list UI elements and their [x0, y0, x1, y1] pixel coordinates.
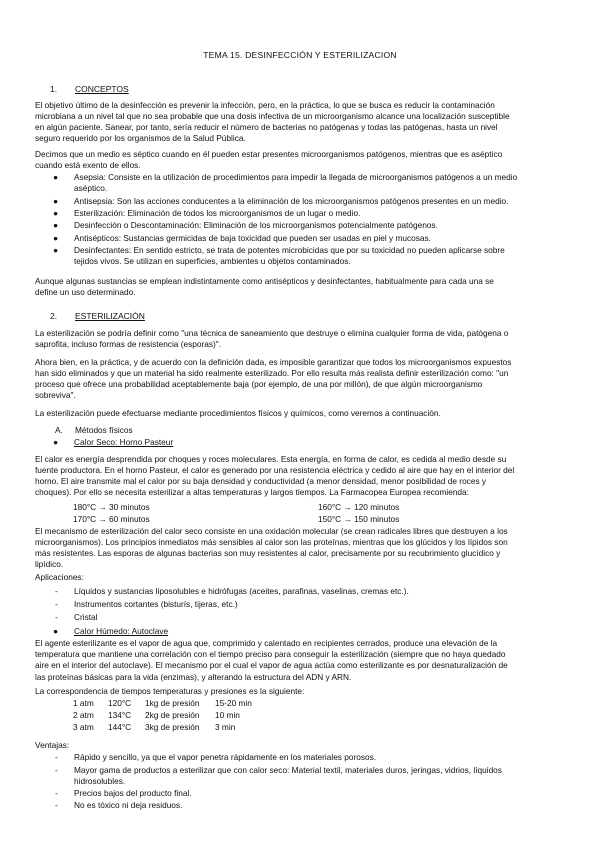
calor-humedo-line: aire en el interior del autoclave). El mecanismo por el cual el vapor de agua actúa como esterilizante es por desnaturalización de [35, 660, 508, 670]
document-title: TEMA 15. DESINFECCIÓN Y ESTERILIZACION [203, 50, 397, 60]
calor-seco-line: más resistentes. Las esporas de algunas bacterias son muy resistentes al calor, precisamente por su recubrimiento glucídico y [35, 548, 501, 558]
calor-seco-line: choques). Por ello se necesita esterilizar a altas temperaturas y largos tiempos. La Farmacopea Europea recomienda: [35, 487, 469, 497]
bullet-icon: ● [53, 196, 59, 206]
list-item: ● Desinfección o Descontaminación: Eliminación de los microorganismos potencialmente patógenos. [53, 220, 438, 230]
list-item: - Instrumentos cortantes (bisturís, tijeras, etc.) [55, 599, 238, 609]
bullet-icon: ● [53, 172, 59, 182]
bullet-icon: ● [53, 245, 59, 255]
s1-p1-line: seguro requerido por los organismos de la Salud Pública. [35, 133, 246, 143]
table-cell: 180°C → 30 minutos [73, 502, 150, 512]
table-cell: 134°C [108, 710, 132, 720]
list-item: ● Desinfectantes: En sentido estricto, se trata de potentes microbicidas que por su toxicidad no pueden aplicarse sobre tejidos vivos. Se utilizan en superficies, ambientes u objetos contaminados. [53, 245, 505, 267]
list-item: - Rápido y sencillo, ya que el vapor penetra rápidamente en los materiales porosos. [55, 752, 377, 762]
calor-seco-line: El mecanismo de esterilización del calor seco consiste en una oxidación molecular (se crean radicales libres que destruyen a los [35, 526, 508, 536]
table-cell: 1kg de presión [145, 698, 200, 708]
table-cell: 160°C → 120 minutos [318, 502, 400, 512]
list-item: - Cristal [55, 612, 98, 622]
s2-p3: La esterilización puede efectuarse mediante procedimientos físicos y químicos, como veremos a continuación. [35, 408, 441, 418]
table-cell: 15-20 min [215, 698, 252, 708]
calor-seco-line: El calor es energía desprendida por choques y roces moleculares. Esta energía, en forma de calor, es cedida al medio desde su [35, 454, 507, 464]
bullet-icon: ● [53, 626, 59, 636]
table-cell: 10 min [215, 710, 240, 720]
bullet-icon: ● [53, 233, 59, 243]
calor-seco-line: lipídico. [35, 559, 64, 569]
section-1-heading: 1. CONCEPTOS [50, 84, 129, 94]
s1-p1-line: microbiana a un nivel tal que no sea probable que una dosis infectiva de un microorganismo alcance una localización susceptible [35, 111, 510, 121]
bullet-icon: ● [53, 208, 59, 218]
list-item: - Mayor gama de productos a esterilizar que con calor seco: Material textil, materiales duros, jeringas, vidrios, líquidos hidrosolubles. [55, 765, 502, 787]
calor-seco-line: fuente productora. En el horno Pasteur, el calor es generado por una resistencia eléctrica y cedido al aire que hay en el interior del [35, 465, 515, 475]
calor-seco-heading: ● Calor Seco: Horno Pasteur [53, 437, 174, 447]
s1-p2-line: Aunque algunas sustancias se emplean indistintamente como antisépticos y desinfectantes, habitualmente para cada una se [35, 276, 494, 286]
s1-p1-line: Decimos que un medio es séptico cuando en él pueden estar presentes microorganismos patógenos, mientras que es aséptico [35, 149, 503, 159]
table-cell: 2kg de presión [145, 710, 200, 720]
list-item: - No es tóxico ni deja residuos. [55, 800, 183, 810]
calor-humedo-line: El agente esterilizante es el vapor de agua que, comprimido y calentado en recipientes cerrados, produce una elevación de la [35, 638, 498, 648]
table-cell: 2 atm [73, 710, 94, 720]
calor-seco-line: horno. El aire transmite mal el calor por su baja densidad y conductividad (a menor densidad, menor posibilidad de roces y [35, 476, 487, 486]
s1-p1-line: en algún paciente. Sanear, por tanto, sería reducir el número de bacterias no patógenas y todas las patógenas, hasta un nivel [35, 122, 498, 132]
s2-p2-line: sobreviva". [35, 390, 76, 400]
table-cell: 3 min [215, 722, 236, 732]
table-cell: 3kg de presión [145, 722, 200, 732]
table-cell: 170°C → 60 minutos [73, 514, 150, 524]
table-cell: 1 atm [73, 698, 94, 708]
s2-p1-line: saprofita, incluso formas de resistencia (esporas)". [35, 339, 222, 349]
table-cell: 150°C → 150 minutos [318, 514, 400, 524]
list-item: ● Antisepsia: Son las acciones conducentes a la eliminación de los microorganismos patógenos presentes en un medio. [53, 196, 509, 206]
ventajas-label: Ventajas: [35, 740, 70, 750]
calor-seco-line: microorganismos). Los principios inmediatos más sensibles al calor son las proteínas, mientras que los glúcidos y los lípidos son [35, 537, 508, 547]
bullet-icon: ● [53, 437, 59, 447]
bullet-icon: ● [53, 220, 59, 230]
list-item: - Líquidos y sustancias liposolubles e hidrófugas (aceites, parafinas, vaselinas, cremas etc.). [55, 586, 409, 596]
calor-humedo-line: temperatura que mantiene una correlación con el tiempo preciso para conseguir la esterilización (siempre que no haya quedado [35, 649, 506, 659]
s1-p1-line: cuando está exento de ellos. [35, 160, 141, 170]
s1-p2-line: define un uso determinado. [35, 287, 136, 297]
list-item: ● Esterilización: Eliminación de todos los microorganismos de un lugar o medio. [53, 208, 361, 218]
section-2-heading: 2. ESTERILIZACIÓN [50, 311, 145, 321]
aplicaciones-label: Aplicaciones: [35, 572, 84, 582]
subsection-a: A. Métodos físicos [55, 425, 133, 435]
list-item: ● Antisépticos: Sustancias germicidas de baja toxicidad que pueden ser usadas en piel y mucosas. [53, 233, 431, 243]
s2-p1-line: La esterilización se podría definir como "una técnica de saneamiento que destruye o elimina cualquier forma de vida, patógena o [35, 328, 509, 338]
table-cell: 3 atm [73, 722, 94, 732]
calor-humedo-line: las proteínas básicas para la vida (enzimas), y alterando la estructura del ADN y ARN. [35, 672, 352, 682]
calor-humedo-heading: ● Calor Húmedo: Autoclave [53, 626, 169, 636]
table-cell: 144°C [108, 722, 132, 732]
list-item: - Precios bajos del producto final. [55, 788, 192, 798]
list-item: ● Asepsia: Consiste en la utilización de procedimientos para impedir la llegada de microorganismos patógenos a un medio aséptico. [53, 172, 518, 194]
s2-p2-line: Ahora bien, en la práctica, y de acuerdo con la definición dada, es imposible garantizar que todos los microorganismos expuestos [35, 357, 512, 367]
s2-p2-line: proceso que ofrece una probabilidad aceptablemente baja (por ejemplo, de una por millón), de que algún microorganismo [35, 379, 483, 389]
s1-p1-line: El objetivo último de la desinfección es prevenir la infección, pero, en la práctica, lo que se busca es reducir la contaminación [35, 100, 495, 110]
table-cell: 120°C [108, 698, 132, 708]
calor-humedo-line: La correspondencia de tiempos temperaturas y presiones es la siguiente: [35, 686, 305, 696]
s2-p2-line: han sido eliminados y que un material ha sido realmente esterilizado. Por ello resulta más realista definir esterilización como: "un [35, 368, 509, 378]
